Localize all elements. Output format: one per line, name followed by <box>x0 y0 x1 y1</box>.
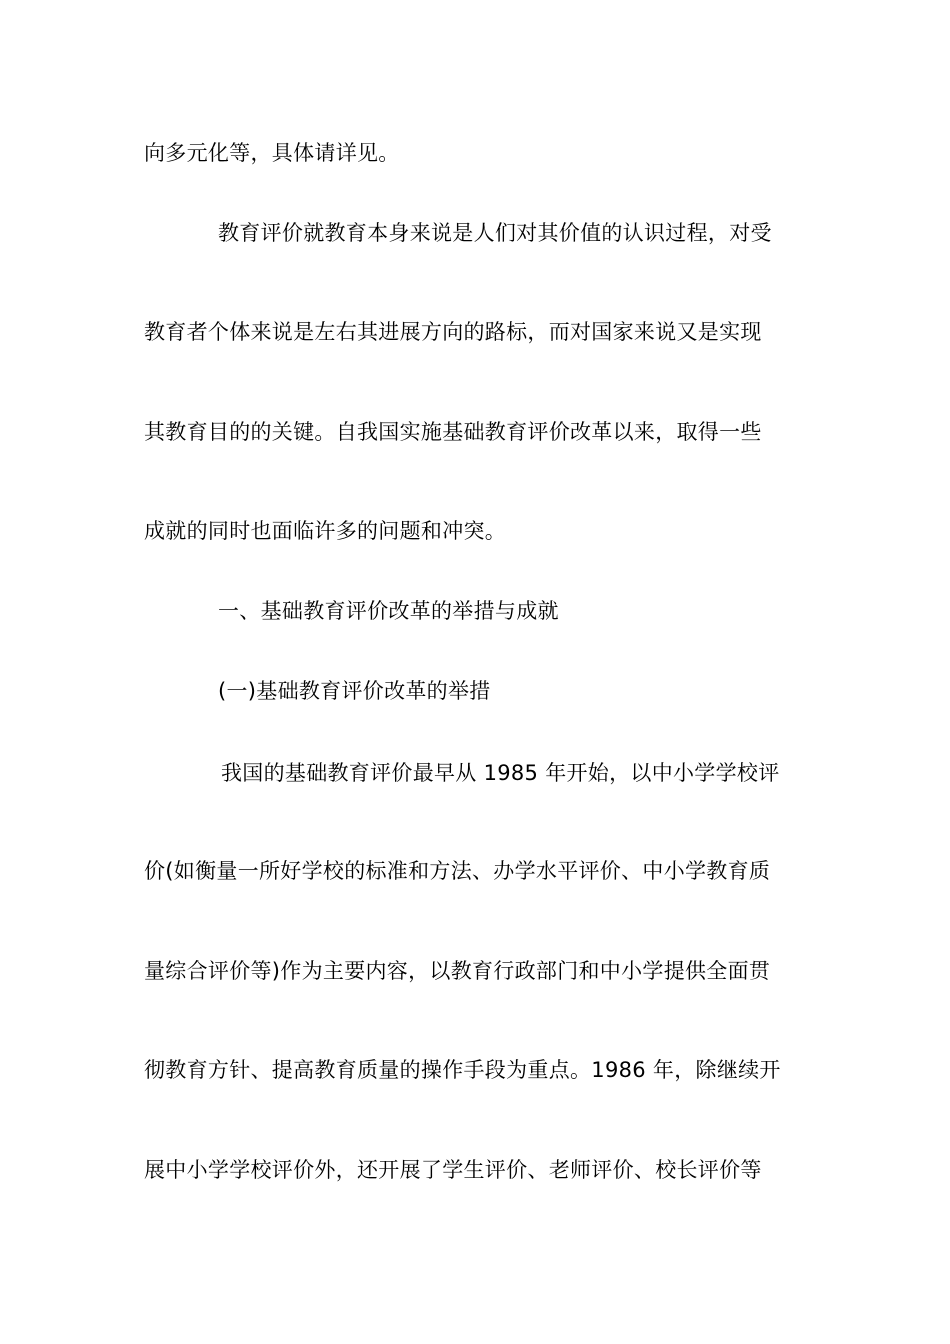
text-line-5: 成就的同时也面临许多的问题和冲突。 <box>144 519 507 543</box>
text-line-12: 展中小学学校评价外，还开展了学生评价、老师评价、校长评价等 <box>144 1158 762 1182</box>
text-line-1: 向多元化等，具体请详见。 <box>144 141 400 165</box>
text-line-10: 量综合评价等)作为主要内容，以教育行政部门和中小学提供全面贯 <box>144 959 771 983</box>
text-line-9: 价(如衡量一所好学校的标准和方法、办学水平评价、中小学教育质 <box>144 859 771 883</box>
text-line-11: 彻教育方针、提高教育质量的操作手段为重点。1986 年，除继续开 <box>144 1058 781 1082</box>
text-line-4: 其教育目的的关键。自我国实施基础教育评价改革以来，取得一些 <box>144 420 762 444</box>
subsection-heading: (一)基础教育评价改革的举措 <box>218 679 491 703</box>
text-line-2: 教育评价就教育本身来说是人们对其价值的认识过程，对受 <box>218 221 772 245</box>
section-heading: 一、基础教育评价改革的举措与成就 <box>218 599 559 623</box>
text-line-3: 教育者个体来说是左右其进展方向的路标，而对国家来说又是实现 <box>144 320 762 344</box>
text-line-8: 我国的基础教育评价最早从 1985 年开始，以中小学学校评 <box>221 761 780 785</box>
